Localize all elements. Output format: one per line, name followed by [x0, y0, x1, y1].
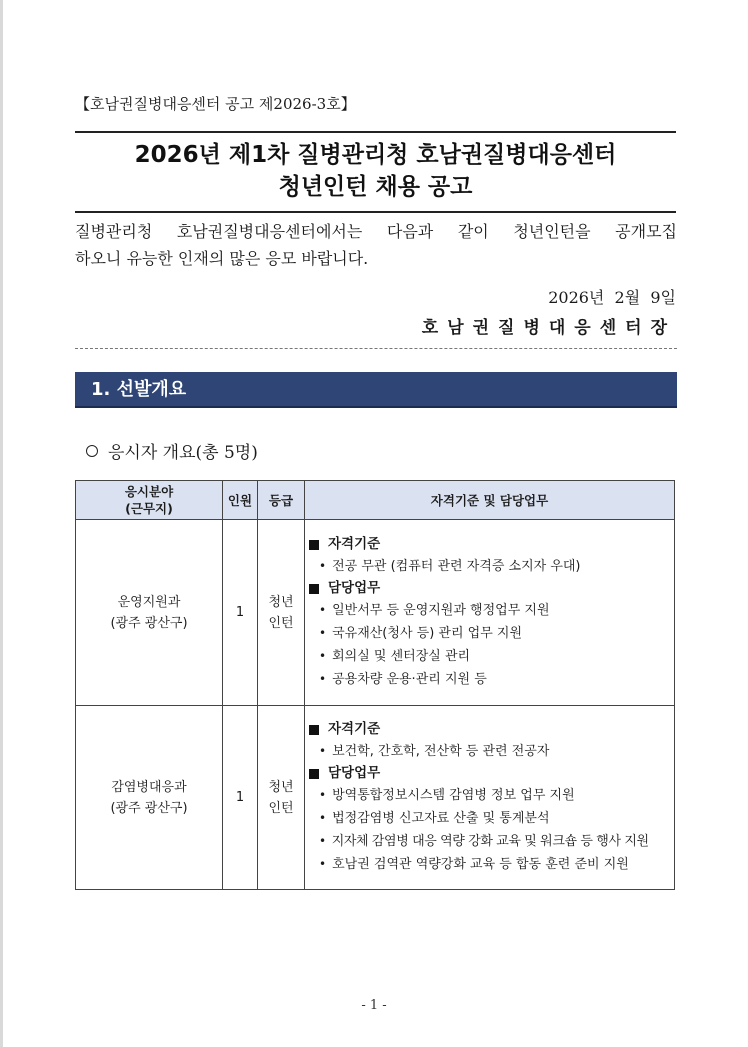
- duties-cell: [305, 520, 675, 706]
- page-edge: [0, 0, 3, 1047]
- bullet-dot-icon: •: [319, 834, 326, 848]
- list-item: [309, 645, 674, 668]
- title-box: [75, 131, 676, 213]
- qualification-text: 보건학, 간호학, 전산학 등 관련 전공자: [332, 744, 550, 759]
- bullet-dot-icon: •: [319, 788, 327, 802]
- duty-heading-text: 담당업무: [328, 580, 381, 596]
- announcement-date: 2026년 2월 9일: [548, 288, 676, 307]
- circle-bullet-icon: [86, 445, 98, 457]
- duty-text: 법정감염병 신고자료 산출 및 통계분석: [332, 811, 550, 826]
- duty-heading-text: 담당업무: [328, 765, 381, 781]
- qualification-heading: [309, 534, 674, 555]
- field-name: 감염병대응과: [111, 779, 187, 795]
- duty-text: 국유재산(청사 등) 관리 업무 지원: [332, 626, 523, 641]
- intro-line-1: 질병관리청 호남권질병대응센터에서는 다음과 같이 청년인턴을 공개모집: [75, 222, 677, 241]
- field-cell: [76, 520, 223, 706]
- field-location: (광주 광산구): [110, 800, 188, 816]
- list-item: [309, 555, 674, 578]
- duties-cell: [305, 706, 675, 890]
- list-item: [309, 807, 674, 830]
- list-item: [309, 784, 674, 807]
- field-location: (광주 광산구): [110, 615, 188, 631]
- list-item: [309, 622, 674, 645]
- list-item: [309, 599, 674, 622]
- qualification-heading-text: 자격기준: [328, 536, 381, 552]
- page-number: - 1 -: [361, 998, 387, 1013]
- list-item: [309, 830, 674, 853]
- intro-line-2: 하오니 유능한 인재의 많은 응모 바랍니다.: [75, 249, 369, 268]
- list-item: [309, 740, 674, 763]
- duty-text: 회의실 및 센터장실 관리: [332, 649, 471, 664]
- dashed-divider: [75, 348, 677, 349]
- qualification-heading: [309, 719, 674, 740]
- duty-text: 지자체 감염병 대응 역량 강화 교육 및 워크숍 등 행사 지원: [331, 834, 649, 849]
- qualification-heading-text: 자격기준: [328, 721, 381, 737]
- duty-heading: [309, 763, 674, 784]
- count-cell: 1: [223, 706, 258, 890]
- list-item: [309, 853, 674, 876]
- qualification-text: 전공 무관 (컴퓨터 관련 자격증 소지자 우대): [332, 559, 581, 574]
- bullet-dot-icon: •: [319, 626, 327, 640]
- header-field-label: 응시분야: [124, 484, 174, 499]
- table-header-row: [76, 481, 675, 520]
- grade-line-2: 인턴: [268, 800, 294, 816]
- header-grade: 등급: [258, 481, 305, 520]
- header-count: 인원: [223, 481, 258, 520]
- field-name: 운영지원과: [117, 594, 181, 610]
- bullet-dot-icon: •: [319, 744, 327, 758]
- duty-text: 공용차량 운용·관리 지원 등: [332, 672, 487, 687]
- grade-cell: [258, 706, 305, 890]
- duty-heading: [309, 578, 674, 599]
- bullet-dot-icon: •: [319, 857, 327, 871]
- issuer: 호남권질병대응센터장: [421, 318, 676, 338]
- bullet-dot-icon: •: [319, 559, 327, 573]
- table-row: [76, 520, 675, 706]
- square-bullet-icon: [309, 540, 319, 550]
- overview-line: [86, 438, 258, 463]
- duty-text: 방역통합정보시스템 감염병 정보 업무 지원: [332, 788, 575, 803]
- header-location-label: (근무지): [125, 501, 173, 516]
- count-cell: 1: [223, 520, 258, 706]
- table-row: [76, 706, 675, 890]
- section-heading-1: 1. 선발개요: [75, 372, 677, 408]
- duty-text: 호남권 검역관 역량강화 교육 등 합동 훈련 준비 지원: [332, 857, 629, 872]
- grade-line-2: 인턴: [268, 615, 294, 631]
- list-item: [309, 668, 674, 691]
- header-duties: 자격기준 및 담당업무: [305, 481, 675, 520]
- overview-text: 응시자 개요(총 5명): [108, 443, 258, 463]
- square-bullet-icon: [309, 769, 319, 779]
- bullet-dot-icon: •: [319, 649, 327, 663]
- intro-paragraph: [75, 218, 677, 272]
- bullet-dot-icon: •: [319, 811, 327, 825]
- recruitment-table: [75, 480, 675, 890]
- header-field: [76, 481, 223, 520]
- grade-line-1: 청년: [268, 594, 294, 610]
- bullet-dot-icon: •: [319, 672, 327, 686]
- square-bullet-icon: [309, 584, 319, 594]
- bullet-dot-icon: •: [319, 603, 327, 617]
- title-line-1: 2026년 제1차 질병관리청 호남권질병대응센터: [134, 142, 617, 168]
- field-cell: [76, 706, 223, 890]
- grade-cell: [258, 520, 305, 706]
- announcement-number: 【호남권질병대응센터 공고 제2026-3호】: [75, 95, 356, 113]
- title-line-2: 청년인턴 채용 공고: [278, 174, 473, 200]
- duty-text: 일반서무 등 운영지원과 행정업무 지원: [332, 603, 550, 618]
- square-bullet-icon: [309, 725, 319, 735]
- grade-line-1: 청년: [268, 779, 294, 795]
